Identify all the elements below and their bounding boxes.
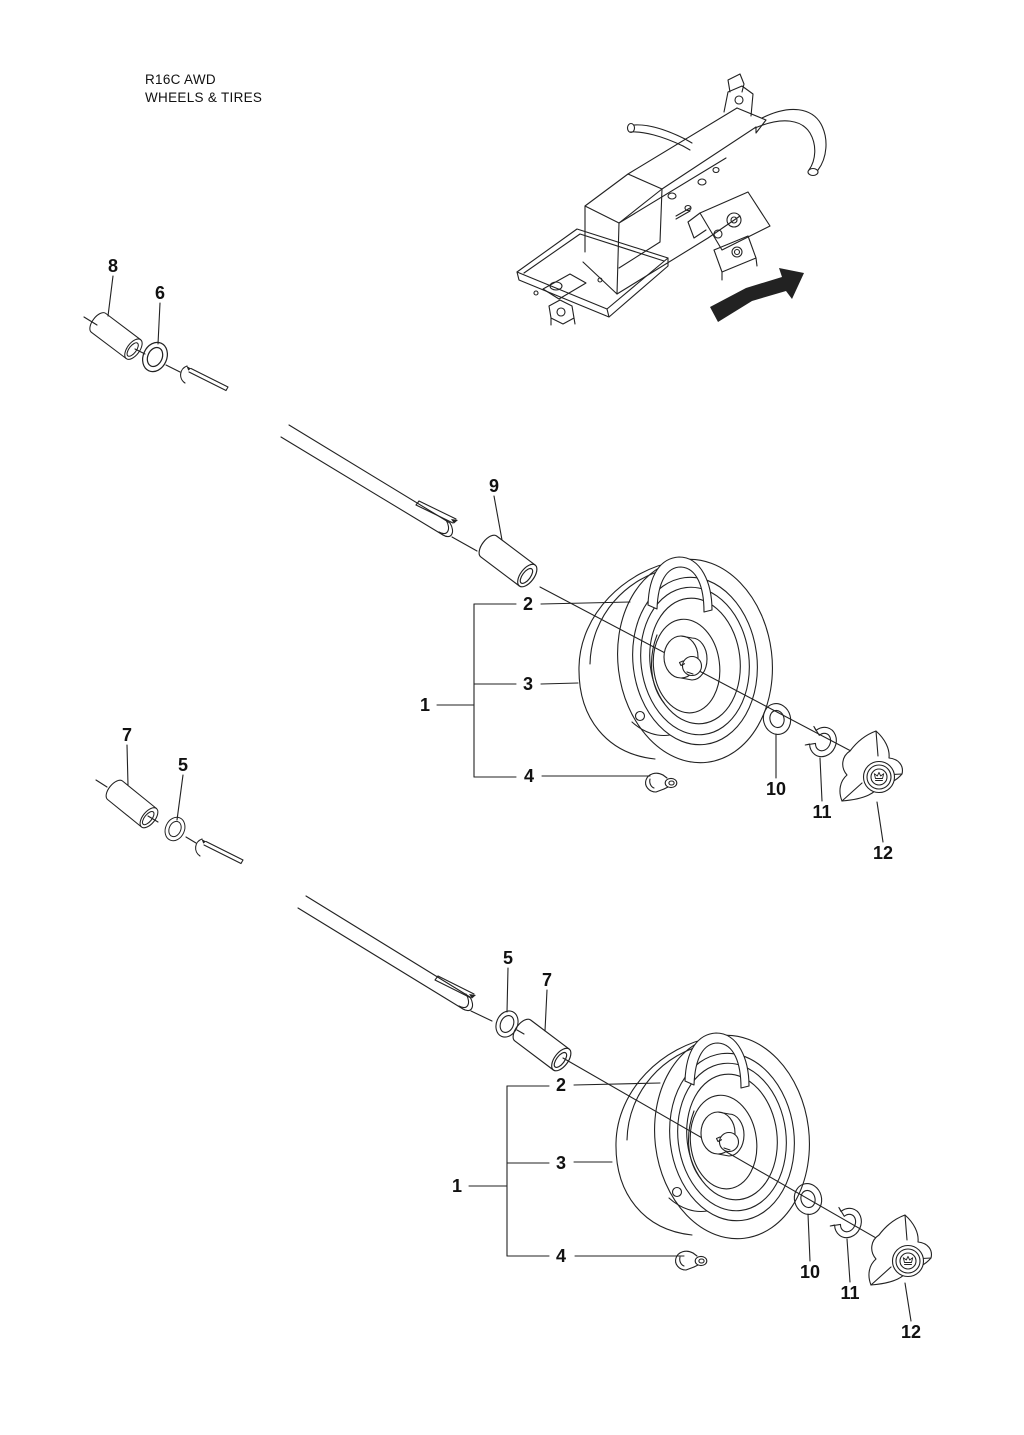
part-12-hub-cap: [869, 1215, 931, 1285]
frame-inset-illustration: [517, 74, 826, 325]
axle-shaft: [281, 425, 477, 551]
callout-part-7-lower: 7: [121, 725, 133, 745]
part-11-retainer-clip: [803, 722, 841, 761]
part-7-bushing: [103, 777, 162, 831]
lower-wheel-assembly: [96, 745, 931, 1321]
callout-part-3-lower: 3: [555, 1153, 567, 1173]
roll-pin: [181, 366, 228, 391]
part-8-bushing: [86, 310, 145, 363]
part-9-spacer: [475, 532, 540, 590]
callout-part-8-upper: 8: [107, 256, 119, 276]
callout-part-12-lower: 12: [900, 1322, 922, 1342]
part-12-hub-cap: [840, 731, 902, 801]
callout-part-9-upper: 9: [488, 476, 500, 496]
callout-part-10-upper: 10: [765, 779, 787, 799]
callout-part-10-lower: 10: [799, 1262, 821, 1282]
callout-part-11-upper: 11: [812, 802, 832, 822]
upper-wheel-assembly: [84, 276, 902, 842]
axis-centerline: [517, 1030, 524, 1034]
axis-centerline: [563, 1058, 897, 1250]
callout-part-6-upper: 6: [154, 283, 166, 303]
callout-part-5-lower: 5: [177, 755, 189, 775]
part-6-oring: [138, 338, 172, 375]
callout-part-12-upper: 12: [872, 843, 894, 863]
callout-leader-lines: [127, 745, 911, 1321]
part-7-bushing: [509, 1016, 574, 1074]
callout-part-11-lower: 11: [840, 1283, 860, 1303]
direction-arrow: [710, 268, 804, 322]
callout-leader-lines: [108, 276, 883, 842]
callout-part-2-lower: 2: [555, 1075, 567, 1095]
wheel-tire-assembly: [616, 1026, 821, 1247]
callout-part-5-lower-mid: 5: [502, 948, 514, 968]
axle-shaft: [298, 896, 492, 1021]
callout-part-4-lower: 4: [555, 1246, 567, 1266]
callout-part-2-upper: 2: [522, 594, 534, 614]
callout-part-1-upper: 1: [419, 695, 431, 715]
valve-stem: [676, 1251, 707, 1270]
model-name: R16C AWD: [145, 72, 216, 87]
part-5-washer: [161, 814, 188, 844]
wheel-tire-assembly: [579, 550, 784, 771]
section-name: WHEELS & TIRES: [145, 90, 263, 105]
callout-part-3-upper: 3: [522, 674, 534, 694]
callout-part-7-lower-mid: 7: [541, 970, 553, 990]
part-11-retainer-clip: [828, 1203, 866, 1242]
callout-part-4-upper: 4: [523, 766, 535, 786]
roll-pin: [196, 839, 243, 864]
callout-part-1-lower: 1: [451, 1176, 463, 1196]
